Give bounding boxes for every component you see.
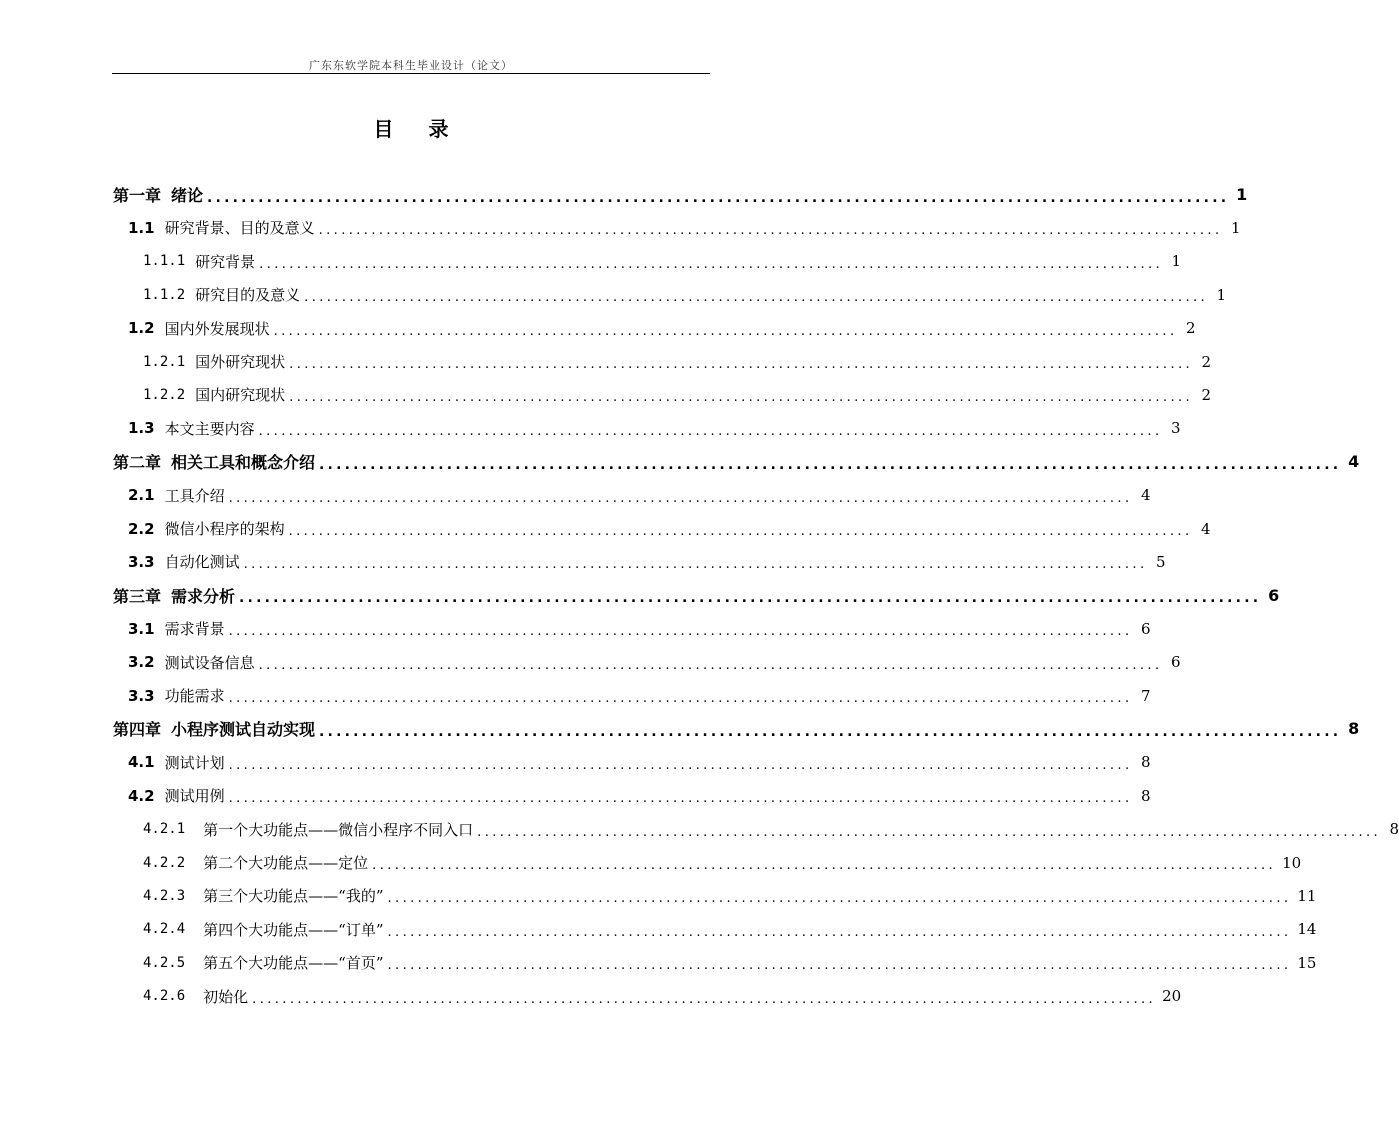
toc-dot-leader: ........................................................................................................................ <box>318 223 1223 239</box>
toc-dot-leader: ........................................................................................................................ <box>228 757 1133 773</box>
toc-entry-number: 4.2 <box>128 786 155 805</box>
toc-entry-page: 7 <box>1140 686 1151 705</box>
toc-dot-leader: ........................................................................................................................ <box>387 958 1292 974</box>
toc-entry-title: 微信小程序的架构 <box>164 520 285 538</box>
toc-entry-page: 11 <box>1297 886 1317 905</box>
toc-dot-leader: ........................................................................................................................ <box>259 256 1164 272</box>
toc-entry-number: 4.2.4 <box>143 921 186 938</box>
toc-dot-leader: ........................................................................................................................ <box>258 423 1163 439</box>
toc-entry[interactable] <box>143 879 1317 912</box>
toc-entry-page: 4 <box>1348 452 1360 472</box>
toc-entry[interactable] <box>113 445 1360 478</box>
toc-entry-number: 4.2.5 <box>143 954 186 971</box>
toc-entry[interactable] <box>113 712 1360 745</box>
toc-entry[interactable] <box>143 378 1212 411</box>
toc-dot-leader: ........................................................................................................................ <box>289 390 1194 406</box>
toc-dot-leader: ........................................................................................................................ <box>387 891 1292 907</box>
toc-dot-leader: ........................................................................................................................ <box>228 490 1133 506</box>
toc-entry-number: 4.2.1 <box>143 821 186 838</box>
toc-entry-title: 研究背景 <box>195 252 256 271</box>
toc-entry-title: 第一个大功能点——微信小程序不同入口 <box>203 820 474 839</box>
toc-entry[interactable] <box>143 245 1182 278</box>
toc-entry-page: 6 <box>1268 585 1280 605</box>
toc-entry[interactable] <box>143 813 1399 846</box>
toc-entry[interactable] <box>143 278 1227 311</box>
toc-entry-title: 第二个大功能点——定位 <box>203 854 369 872</box>
toc-entry[interactable] <box>128 646 1181 679</box>
toc-entry-page: 6 <box>1140 619 1151 638</box>
toc-entry-number: 4.2.3 <box>143 887 186 904</box>
toc-entry-number: 2.2 <box>128 519 155 538</box>
toc-entry-title: 测试设备信息 <box>164 653 255 672</box>
toc-entry-number: 2.1 <box>128 486 155 505</box>
toc-entry[interactable] <box>143 980 1182 1013</box>
toc-entry-number: 第二章 <box>113 453 162 473</box>
toc-entry-page: 1 <box>1216 285 1227 304</box>
toc-dot-leader: ........................................................................................................................ <box>304 290 1209 306</box>
toc-entry[interactable] <box>128 412 1181 445</box>
toc-entry-number: 1.1.1 <box>143 253 186 270</box>
toc-entry-number: 1.2.1 <box>143 353 186 370</box>
toc-dot-leader: ........................................................................................................................ <box>207 189 1230 206</box>
toc-entry-title: 需求背景 <box>164 620 225 639</box>
toc-dot-leader: ........................................................................................................................ <box>477 824 1382 840</box>
running-header: 广东东软学院本科生毕业设计（论文） <box>309 59 513 72</box>
toc-entry-title: 测试用例 <box>164 787 225 806</box>
toc-dot-leader: ........................................................................................................................ <box>387 924 1292 940</box>
toc-entry[interactable] <box>128 679 1151 712</box>
toc-dot-leader: ........................................................................................................................ <box>273 323 1178 339</box>
toc-entry-title: 自动化测试 <box>164 553 240 572</box>
toc-entry-title: 国内研究现状 <box>195 386 286 405</box>
toc-entry-number: 第三章 <box>113 586 162 606</box>
toc-entry-page: 6 <box>1170 653 1181 672</box>
toc-entry-page: 10 <box>1282 853 1302 872</box>
toc-entry-page: 2 <box>1201 385 1212 404</box>
toc-dot-leader: ........................................................................................................................ <box>258 657 1163 673</box>
toc-dot-leader: ........................................................................................................................ <box>319 456 1342 473</box>
toc-entry-page: 20 <box>1162 987 1182 1006</box>
toc-entry[interactable] <box>113 579 1280 612</box>
toc-entry-page: 1 <box>1236 185 1248 204</box>
toc-entry-page: 1 <box>1171 252 1182 271</box>
toc-entry-title: 国外研究现状 <box>195 353 286 371</box>
toc-entry-number: 第一章 <box>113 186 162 205</box>
toc-entry-page: 8 <box>1140 786 1151 805</box>
toc-dot-leader: ........................................................................................................................ <box>372 858 1277 873</box>
toc-entry-title: 小程序测试自动实现 <box>171 720 316 740</box>
toc-entry-number: 1.1.2 <box>143 286 186 303</box>
toc-entry-number: 3.3 <box>128 686 155 705</box>
toc-entry-title: 相关工具和概念介绍 <box>171 453 316 473</box>
toc-entry-title: 本文主要内容 <box>164 419 255 438</box>
toc-entry[interactable] <box>113 178 1248 211</box>
toc-entry-title: 研究目的及意义 <box>195 286 301 305</box>
toc-entry-title: 需求分析 <box>171 586 236 606</box>
toc-entry-page: 4 <box>1140 486 1151 505</box>
toc-entry[interactable] <box>143 345 1212 378</box>
toc-dot-leader: ........................................................................................................................ <box>228 791 1133 807</box>
toc-dot-leader: ........................................................................................................................ <box>288 524 1193 539</box>
toc-entry-number: 3.2 <box>128 653 155 672</box>
toc-dot-leader: ........................................................................................................................ <box>243 557 1148 573</box>
toc-entry-number: 1.2 <box>128 319 155 338</box>
toc-dot-leader: ........................................................................................................................ <box>239 590 1262 607</box>
toc-entry-page: 2 <box>1185 319 1196 338</box>
toc-entry-page: 3 <box>1170 419 1181 438</box>
toc-entry[interactable] <box>143 846 1302 879</box>
toc-entry-page: 5 <box>1155 552 1166 571</box>
toc-entry-number: 1.2.2 <box>143 386 186 403</box>
toc-entry-page: 8 <box>1140 753 1151 772</box>
toc-entry[interactable] <box>128 479 1151 512</box>
toc-entry-number: 4.2.2 <box>143 854 186 871</box>
toc-entry-title: 测试计划 <box>164 753 225 772</box>
toc-entry[interactable] <box>143 913 1317 946</box>
toc-entry-number: 3.1 <box>128 619 155 638</box>
toc-entry-title: 第五个大功能点——“首页” <box>203 954 384 973</box>
toc-entry[interactable] <box>128 512 1211 545</box>
toc-entry[interactable] <box>128 545 1166 578</box>
toc-entry-page: 4 <box>1200 519 1211 538</box>
toc-dot-leader: ........................................................................................................................ <box>228 624 1133 640</box>
toc-entry-number: 4.1 <box>128 753 155 772</box>
page-title: 目 录 <box>373 117 463 141</box>
toc-entry-number: 1.3 <box>128 419 155 438</box>
toc-entry-page: 1 <box>1230 218 1241 237</box>
toc-entry-title: 功能需求 <box>164 687 225 705</box>
toc-entry-page: 15 <box>1297 953 1317 972</box>
toc-entry[interactable] <box>128 612 1151 645</box>
toc-entry-page: 8 <box>1348 719 1360 739</box>
toc-entry-number: 3.3 <box>128 552 155 571</box>
toc-entry[interactable] <box>128 312 1196 345</box>
toc-entry-number: 4.2.6 <box>143 988 186 1005</box>
toc-dot-leader: ........................................................................................................................ <box>228 691 1133 706</box>
toc-entry-title: 国内外发展现状 <box>164 319 270 338</box>
toc-entry-title: 研究背景、目的及意义 <box>164 219 315 238</box>
toc-entry-page: 2 <box>1201 352 1212 371</box>
toc-dot-leader: ........................................................................................................................ <box>289 357 1194 372</box>
toc-dot-leader: ........................................................................................................................ <box>252 991 1157 1007</box>
toc-entry-title: 绪论 <box>171 186 204 205</box>
toc-entry[interactable] <box>128 746 1151 779</box>
toc-entry-title: 第四个大功能点——“订单” <box>203 920 384 939</box>
toc-entry-number: 1.1 <box>128 218 155 237</box>
toc-entry-title: 工具介绍 <box>164 486 225 505</box>
toc-dot-leader: ........................................................................................................................ <box>319 723 1342 740</box>
toc-entry[interactable] <box>128 211 1241 244</box>
toc-entry[interactable] <box>143 946 1317 979</box>
header-rule <box>112 73 710 74</box>
toc-entry[interactable] <box>128 779 1151 812</box>
toc-entry-page: 8 <box>1389 820 1399 839</box>
toc-entry-title: 第三个大功能点——“我的” <box>203 887 384 906</box>
toc-entry-number: 第四章 <box>113 720 162 740</box>
toc-entry-title: 初始化 <box>203 987 249 1006</box>
toc-entry-page: 14 <box>1297 920 1317 939</box>
